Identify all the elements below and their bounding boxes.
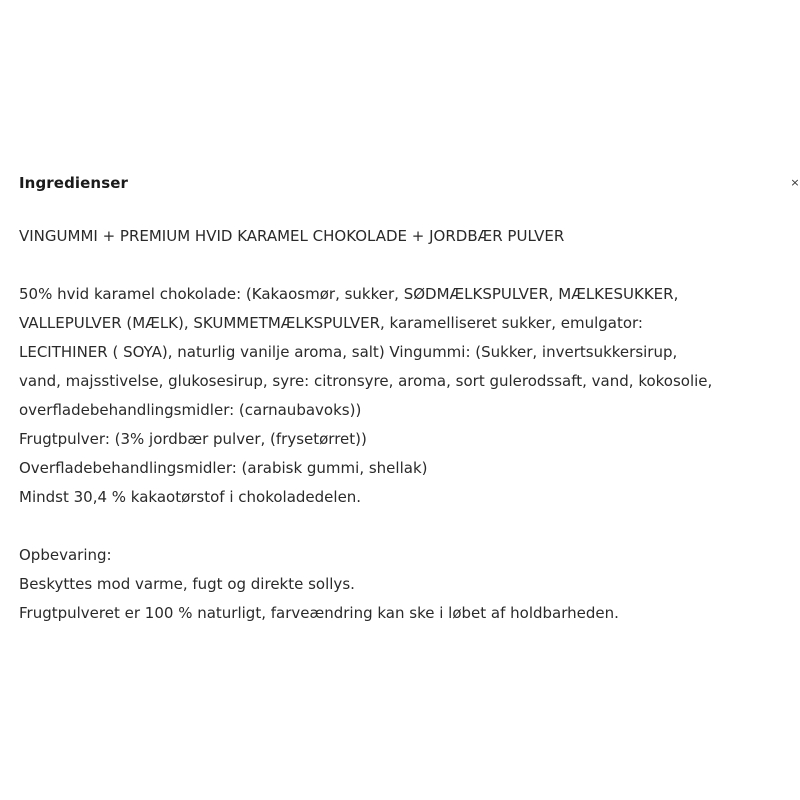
storage-heading: Opbevaring: <box>19 546 112 564</box>
ingredient-line: 50% hvid karamel chokolade: (Kakaosmør, sukker, SØDMÆLKSPULVER, MÆLKESUKKER, <box>19 285 679 303</box>
spacer <box>19 251 794 280</box>
ingredient-line: overfladebehandlingsmidler: (carnaubavoks)) <box>19 401 362 419</box>
ingredient-line: VALLEPULVER (MÆLK), SKUMMETMÆLKSPULVER, karamelliseret sukker, emulgator: <box>19 314 643 332</box>
ingredient-line: Frugtpulver: (3% jordbær pulver, (frysetørret)) <box>19 430 367 448</box>
ingredient-line: vand, majsstivelse, glukosesirup, syre: citronsyre, aroma, sort gulerodssaft, vand, kokosolie, <box>19 372 713 390</box>
storage-line: Beskyttes mod varme, fugt og direkte sollys. <box>19 575 355 593</box>
ingredient-line: Mindst 30,4 % kakaotørstof i chokoladedelen. <box>19 488 362 506</box>
storage-line: Frugtpulveret er 100 % naturligt, farveændring kan ske i løbet af holdbarheden. <box>19 604 619 622</box>
spacer <box>19 512 794 541</box>
product-line: VINGUMMI + PREMIUM HVID KARAMEL CHOKOLADE + JORDBÆR PULVER <box>19 227 565 245</box>
close-icon[interactable]: × <box>790 176 800 189</box>
ingredient-line: LECITHINER ( SOYA), naturlig vanilje aroma, salt) Vingummi: (Sukker, invertsukkersirup, <box>19 343 678 361</box>
ingredients-content <box>19 222 794 628</box>
panel-title: Ingredienser <box>19 174 128 192</box>
ingredient-line: Overfladebehandlingsmidler: (arabisk gummi, shellak) <box>19 459 428 477</box>
